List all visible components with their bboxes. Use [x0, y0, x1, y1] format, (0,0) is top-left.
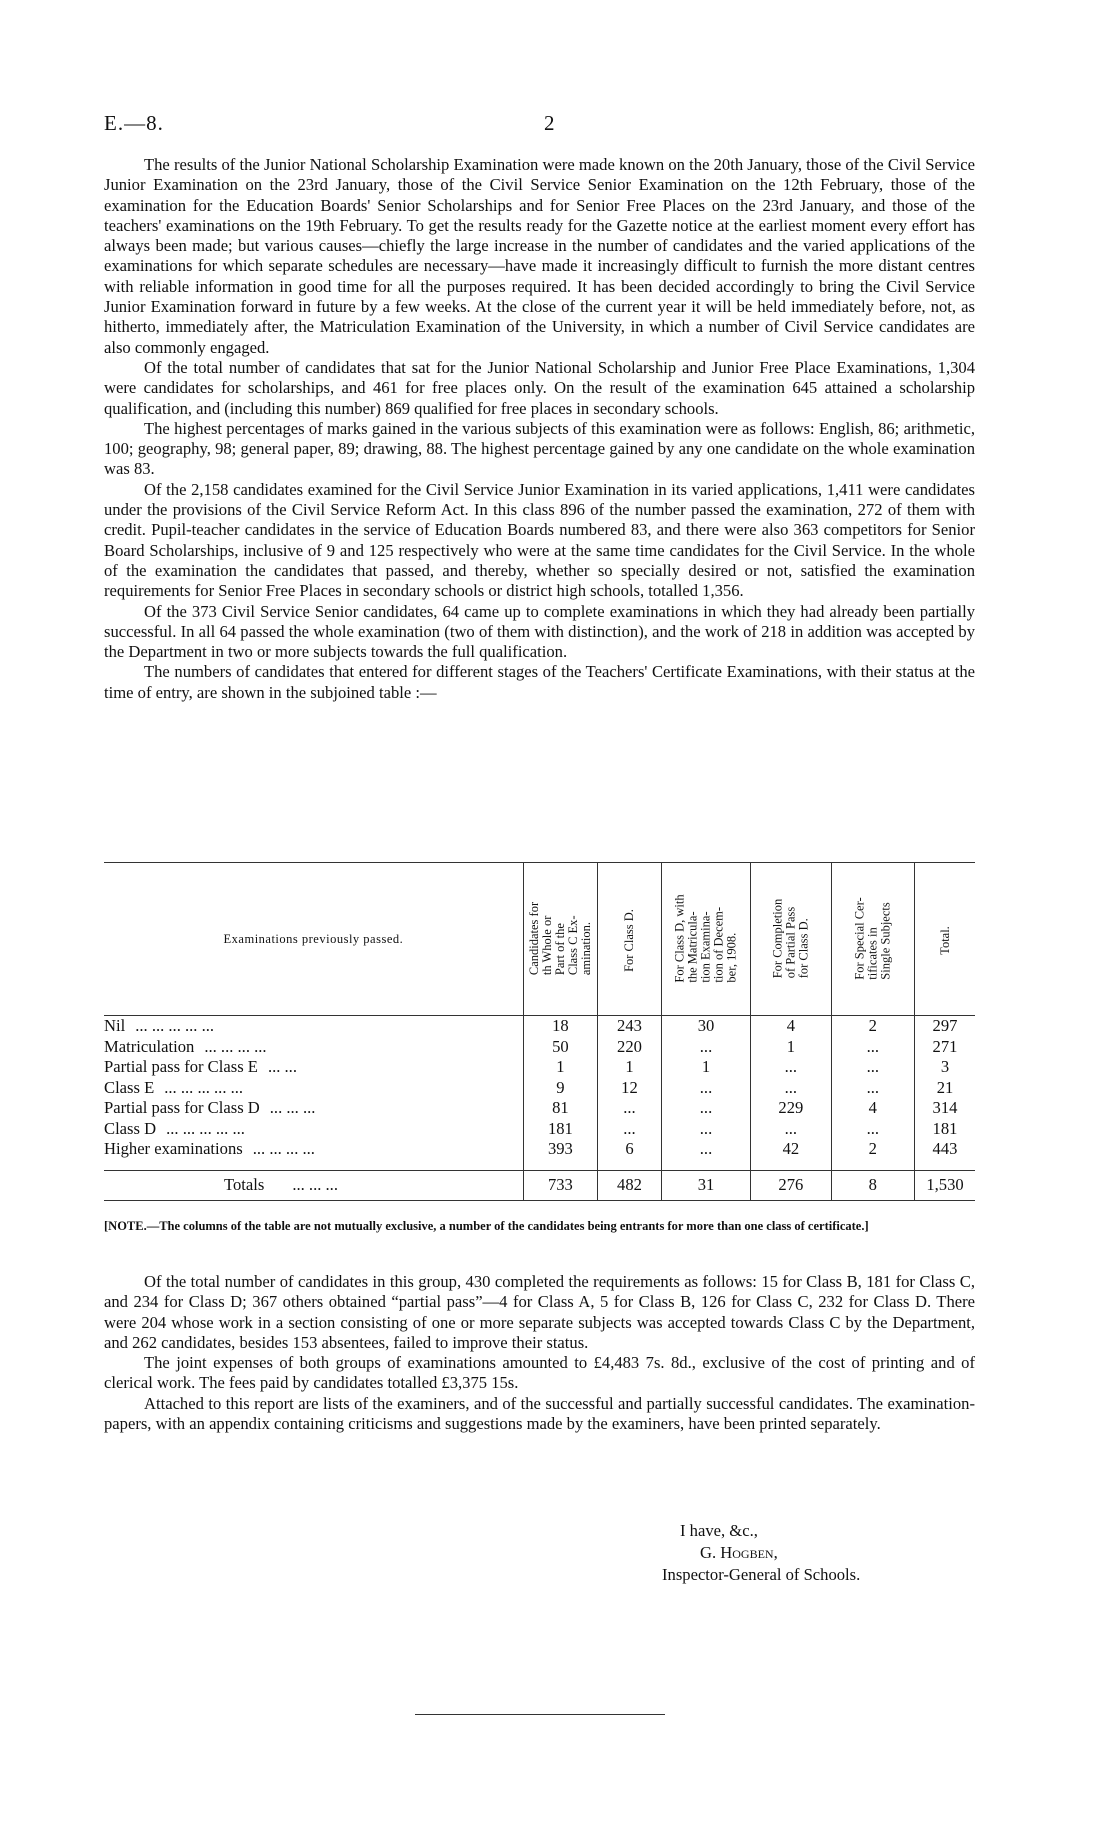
report-body-continued — [104, 1272, 975, 1434]
table-cell: 2 — [831, 1139, 914, 1160]
table-cell: ... — [751, 1078, 832, 1099]
table-row — [104, 1016, 975, 1037]
totals-label-text: Totals — [224, 1174, 265, 1194]
table-row — [104, 1037, 975, 1058]
table-cell: 1 — [751, 1037, 832, 1058]
table-cell: 4 — [831, 1098, 914, 1119]
column-header: For Completion of Partial Pass for Class D. — [751, 863, 832, 1016]
totals-cell: 1,530 — [915, 1170, 976, 1200]
table-cell: 229 — [751, 1098, 832, 1119]
teachers-certificate-table — [104, 862, 975, 1201]
table-cell: 12 — [598, 1078, 662, 1099]
dot-leader: ... ... ... — [292, 1174, 338, 1194]
dot-leader: ... ... ... ... ... — [164, 1077, 244, 1097]
page-number: 2 — [544, 111, 556, 135]
table-cell: 393 — [523, 1139, 597, 1160]
totals-cell: 482 — [598, 1170, 662, 1200]
table-cell: 30 — [661, 1016, 750, 1037]
table-cell: ... — [831, 1078, 914, 1099]
table-cell: 9 — [523, 1078, 597, 1099]
row-label-text: Partial pass for Class E — [104, 1057, 258, 1076]
table-cell: 243 — [598, 1016, 662, 1037]
row-label-text: Higher examinations — [104, 1139, 243, 1158]
paragraph: The highest percentages of marks gained in the various subjects of this examination were as follows: English, 86; arithmetic, 100; geography, 98; general paper, 89; drawing, 88. The highest percentage gained by any one candidate on the whole examination was 83. — [104, 418, 975, 479]
totals-label — [104, 1170, 523, 1200]
table-cell: 2 — [831, 1016, 914, 1037]
spacer-cell — [523, 1160, 597, 1171]
paragraph: The joint expenses of both groups of examinations amounted to £4,483 7s. 8d., exclusive of the cost of printing and of clerical work. The fees paid by candidates totalled £3,375 15s. — [104, 1353, 975, 1393]
signature-title: Inspector-General of Schools. — [662, 1565, 861, 1584]
table-cell: 220 — [598, 1037, 662, 1058]
table-cell: 297 — [915, 1016, 976, 1037]
row-label — [104, 1119, 523, 1140]
column-header: Total. — [915, 863, 976, 1016]
table-cell: 50 — [523, 1037, 597, 1058]
totals-cell: 8 — [831, 1170, 914, 1200]
table-row — [104, 1139, 975, 1160]
spacer-cell — [915, 1160, 976, 1171]
table-cell: 81 — [523, 1098, 597, 1119]
spacer-cell — [751, 1160, 832, 1171]
row-label-text: Nil — [104, 1016, 126, 1035]
paragraph: Of the 373 Civil Service Senior candidates, 64 came up to complete examinations in which they had already been partially successful. In all 64 passed the whole examination (two of them with distinction), and the work of 218 in addition was accepted by the Department in two or more subjects towards the full qualification. — [104, 601, 975, 662]
table-cell: 181 — [915, 1119, 976, 1140]
page-header — [104, 111, 1004, 139]
table-cell: ... — [661, 1119, 750, 1140]
signature-closing: I have, &c., — [680, 1521, 758, 1540]
dot-leader: ... ... ... ... ... — [135, 1016, 215, 1035]
totals-cell: 733 — [523, 1170, 597, 1200]
row-label-text: Class E — [104, 1077, 155, 1097]
table-cell: ... — [661, 1037, 750, 1058]
paragraph: Of the total number of candidates in this group, 430 completed the requirements as follows: 15 for Class B, 181 for Class C, and 234 for Class D; 367 others obtained “partial pass”—4 for Class A, 5 for Class B, 126 for Class C, 232 for Class D. There were 204 whose work in a section consisting of one or more separate subjects was accepted towards Class C by the Department, and 262 candidates, besides 153 absentees, failed to improve their status. — [104, 1272, 975, 1352]
table-cell: ... — [661, 1139, 750, 1160]
paragraph: The results of the Junior National Scholarship Examination were made known on the 20th January, those of the Civil Service Junior Examination on the 23rd January, those of the Civil Service Senior Examination on the 12th February, those of the examination for the Education Boards' Senior Scholarships and for Senior Free Places on the 23rd January, and those of the teachers' examinations on the 19th February. To get the results ready for the Gazette notice at the earliest moment every effort has always been made; but various causes—chiefly the large increase in the number of candidates and the varied applications of the examinations for which separate schedules are necessary—have made it increasingly difficult to furnish the more distant centres with reliable information in good time for all the purposes required. It has been decided accordingly to bring the Civil Service Junior Examination forward in future by a few weeks. At the close of the current year it will be held immediately before, not, as hitherto, immediately after, the Matriculation Examination of the University, in which a number of Civil Service candidates are also commonly engaged. — [104, 155, 975, 357]
table-cell: 1 — [523, 1057, 597, 1078]
dot-leader: ... ... — [267, 1057, 297, 1076]
table-cell: 4 — [751, 1016, 832, 1037]
table-row — [104, 1057, 975, 1078]
dot-leader: ... ... ... ... ... — [166, 1118, 245, 1138]
table-cell: 18 — [523, 1016, 597, 1037]
table-header-row — [104, 863, 975, 1016]
totals-row — [104, 1170, 975, 1200]
table-cell: ... — [831, 1037, 914, 1058]
row-label — [104, 1057, 523, 1078]
row-label — [104, 1037, 523, 1058]
table-cell: ... — [661, 1098, 750, 1119]
paragraph: Of the 2,158 candidates examined for the Civil Service Junior Examination in its varied applications, 1,411 were candidates under the provisions of the Civil Service Reform Act. In this class 896 of the number passed the examination, 272 of them with credit. Pupil-teacher candidates in the service of Education Boards numbered 83, and there were also 363 competitors for Senior Board Scholarships, inclusive of 9 and 125 respectively who were at the same time candidates for the Civil Service. In the whole of the examination the candidates that passed, and thereby, whether so specially desired or not, satisfied the examination requirements for Senior Free Places in secondary schools or district high schools, totalled 1,356. — [104, 479, 975, 601]
row-label-text: Class D — [104, 1118, 157, 1138]
table-cell: 1 — [661, 1057, 750, 1078]
spacer-cell — [661, 1160, 750, 1171]
table-cell: 181 — [523, 1119, 597, 1140]
document-reference: E.—8. — [104, 111, 164, 135]
table-row — [104, 1098, 975, 1119]
column-header: For Class D, with the Matricula- tion Examina- tion of Decem- ber, 1908. — [661, 863, 750, 1016]
column-header: Candidates for th Whole or Part of the Class C Ex- amination. — [523, 863, 597, 1016]
spacer-cell — [104, 1160, 523, 1171]
table-row — [104, 1078, 975, 1099]
table-cell: 1 — [598, 1057, 662, 1078]
table-cell: ... — [661, 1078, 750, 1099]
table-cell: ... — [598, 1098, 662, 1119]
dot-leader: ... ... ... ... — [204, 1036, 267, 1056]
paragraph: Of the total number of candidates that sat for the Junior National Scholarship and Junior Free Place Examinations, 1,304 were candidates for scholarships, and 461 for free places only. On the result of the examination 645 attained a scholarship qualification, and (including this number) 869 qualified for free places in secondary schools. — [104, 357, 975, 418]
totals-cell: 31 — [661, 1170, 750, 1200]
spacer-cell — [598, 1160, 662, 1171]
table-cell: 42 — [751, 1139, 832, 1160]
table-cell: 271 — [915, 1037, 976, 1058]
table-cell: 314 — [915, 1098, 976, 1119]
row-label-text: Partial pass for Class D — [104, 1098, 260, 1117]
report-body — [104, 155, 975, 703]
table-cell: ... — [598, 1119, 662, 1140]
table-cell: 6 — [598, 1139, 662, 1160]
row-header: Examinations previously passed. — [104, 863, 523, 1016]
dot-leader: ... ... ... — [269, 1098, 316, 1117]
closing-rule — [415, 1714, 665, 1715]
row-label — [104, 1078, 523, 1099]
signature-name: G. Hogben, — [700, 1543, 778, 1562]
table-cell: ... — [751, 1119, 832, 1140]
column-header: For Special Cer- tificates in Single Subjects — [831, 863, 914, 1016]
totals-cell: 276 — [751, 1170, 832, 1200]
row-label-text: Matriculation — [104, 1036, 195, 1056]
spacer-row — [104, 1160, 975, 1171]
paragraph: Attached to this report are lists of the examiners, and of the successful and partially successful candidates. The examination-papers, with an appendix containing criticisms and suggestions made by the examiners, have been printed separately. — [104, 1393, 975, 1434]
row-label — [104, 1098, 523, 1119]
paragraph: The numbers of candidates that entered for different stages of the Teachers' Certificate Examinations, with their status at the time of entry, are shown in the subjoined table :— — [104, 662, 975, 702]
table-cell: ... — [831, 1057, 914, 1078]
row-label — [104, 1139, 523, 1160]
spacer-cell — [831, 1160, 914, 1171]
table-cell: 3 — [915, 1057, 976, 1078]
table-row — [104, 1119, 975, 1140]
table-note: [NOTE.—The columns of the table are not mutually exclusive, a number of the candidates being entrants for more than one class of certificate.] — [104, 1219, 869, 1233]
table-cell: ... — [831, 1119, 914, 1140]
table-cell: 443 — [915, 1139, 976, 1160]
table-cell: ... — [751, 1057, 832, 1078]
dot-leader: ... ... ... ... — [252, 1139, 315, 1158]
table-cell: 21 — [915, 1078, 976, 1099]
column-header: For Class D. — [598, 863, 662, 1016]
row-label — [104, 1016, 523, 1037]
